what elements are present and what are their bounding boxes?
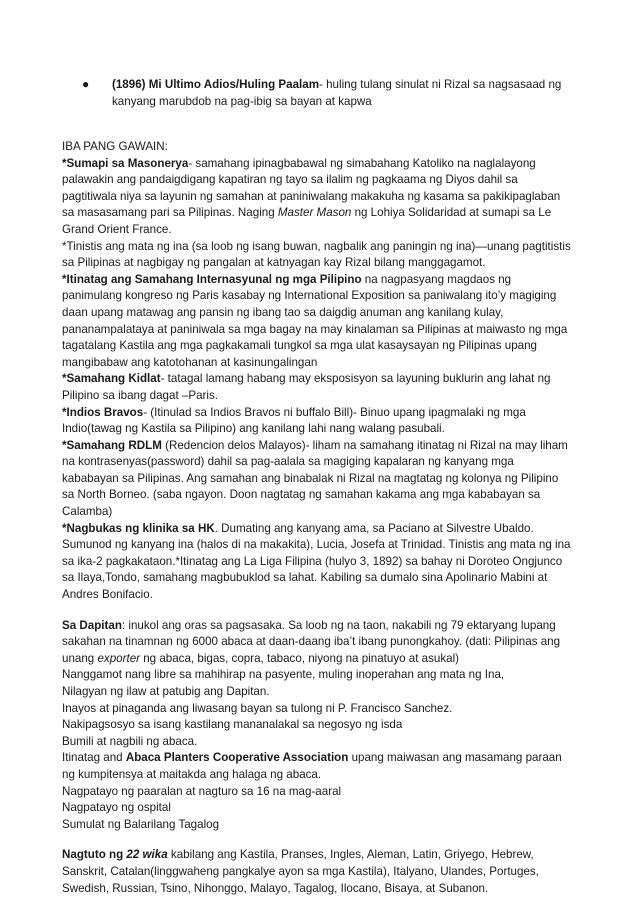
item-tinistis: *Tinistis ang mata ng ina (sa loob ng isang buwan, nagbalik ang paningin ng ina)—unang pagtitistis sa Pilipinas at nagbigay ng pangalan at katnyagan kay Rizal bilang manggagamot.	[62, 239, 571, 270]
bullet-body: - huling tulang sinulat ni Rizal sa nagsasaad ng kanyang marubdob na pag-ibig sa bayan at kapwa	[112, 78, 562, 108]
dapitan-line: Nanggamot nang libre sa mahihirap na pasyente, muling inoperahan ang mata ng Ina,	[62, 668, 505, 682]
item-samahang-rdlm: *Samahang RDLM (Redencion delos Malayos)- liham na samahang itinatag ni Rizal na may liham na kontrasenyas(password) dahil sa pag-aalala sa magiging kapalaran ng kanyang mga kababayan sa Pilipinas. Ang samahan ang binabalak ni Rizal na magtatag ng kolonya ng Pilipino sa North Borneo. (saba ngayon. Doon nagtatag ng samahan kakama ang mga kababayan sa Calamba)	[62, 438, 568, 519]
dapitan-line: Nilagyan ng ilaw at patubig ang Dapitan.	[62, 685, 270, 698]
spacer	[62, 833, 572, 847]
dapitan-line: Bumili at nagbili ng abaca.	[62, 734, 198, 748]
languages-paragraph: Nagtuto ng 22 wika kabilang ang Kastila, Pranses, Ingles, Aleman, Latin, Griyego, Hebrew, Sanskrit, Catalan(linggwaheng pangkalye ayon sa mga Kastila), Italyano, Ulandes, Portuges, Swedish, Russian, Tsino, Nihonggo, Malayo, Tagalog, Ilocano, Bisaya, at Subanon.	[62, 848, 539, 895]
dapitan-line: Sumulat ng Balarilang Tagalog	[62, 817, 220, 831]
section-heading: IBA PANG GAWAIN:	[62, 140, 168, 153]
item-samahang-kidlat: *Samahang Kidlat- tatagal lamang habang may eksposisyon sa layuning buklurin ang lahat ng Pilipino sa ibang dagat –Paris.	[62, 372, 551, 402]
item-klinika-hk: *Nagbukas ng klinika sa HK. Dumating ang kanyang ama, sa Paciano at Silvestre Ubaldo. Sumunod ng kanyang ina (halos di na makakita), Lucia, Josefa at Trinidad. Tinistis ang mata ng ina sa ika-2 pagkakataon.*Itinatag ang La Liga Filipina (hulyo 3, 1892) sa bahay ni Doroteo Ongjunco sa Ilaya,Tondo, samahang magbubuklod sa lahat. Kabiling sa dumalo sina Apolinario Mabini at Andres Bonifacio.	[62, 521, 571, 602]
bullet-dot-icon: ●	[82, 77, 90, 91]
spacer	[62, 604, 572, 618]
item-samahang-internasyunal: *Itinatag ang Samahang Internasyunal ng mga Pilipino na nagpasyang magdaos ng panimulang kongreso ng Paris kasabay ng International Exposition sa paniwalang ito’y magiging daan upang matawag ang pansin ng ibang tao sa daigdig anuman ang kanilang kulay, pananampalataya at paniniwala sa mga bagay na may kinalaman sa Pilipinas at maiwasto ng mga tagatalang Kastila ang mga pagkakamali tungkol sa mga ulat kasaysayan ng Pilipinas upang mangibabaw ang katotohanan at kasinungalingan	[62, 272, 568, 369]
bullet-title: (1896) Mi Ultimo Adios/Huling Paalam	[112, 78, 320, 91]
item-masonerya: *Sumapi sa Masonerya- samahang ipinagbabawal ng simabahang Katoliko na naglalayong palawakin ang pandaigdigang kapatiran ng tayo sa ilalim ng pagkaama ng Diyos dahil sa pagtitiwala niya sa layunin ng samahan at paniniwalang makakuha ng kasama sa pakikipaglaban sa masasamang pari sa Pilipinas. Naging Master Mason ng Lohiya Solidaridad at sumapi sa Le Grand Orient France.	[62, 156, 561, 236]
dapitan-line: Nagpatayo ng ospital	[62, 801, 171, 815]
dapitan-line: Inayos at pinaganda ang liwasang bayan sa tulong ni P. Francisco Sanchez.	[62, 701, 453, 715]
item-indios-bravos: *Indios Bravos- (Itinulad sa Indios Bravos ni buffalo Bill)- Binuo upang ipagmalaki ng mga Indio(tawag ng Kastila sa Pilipino) ang kanilang lahi nang walang pasubali.	[62, 405, 526, 436]
dapitan-abaca: Itinatag and Abaca Planters Cooperative Association upang maiwasan ang masamang paraan ng kumpitensya at maitakda ang halaga ng abaca.	[62, 751, 562, 781]
bullet-text	[112, 76, 572, 110]
main-content	[62, 139, 572, 897]
dapitan-line: Nagpatayo ng paaralan at nagturo sa 16 na mag-aaral	[62, 784, 342, 798]
dapitan-line: Nakipagsosyo sa isang kastilang mananalakal sa negosyo ng isda	[62, 718, 403, 732]
bullet-item	[82, 76, 572, 110]
dapitan-intro: Sa Dapitan: inukol ang oras sa pagsasaka. Sa loob ng na taon, nakabili ng 79 ektaryang lupang sakahan na tinamnan ng 6000 abaca at daan-daang iba’t ibang punongkahoy. (dati: Pilipinas ang unang exporter ng abaca, bigas, copra, tabaco, niyong na pinatuyo at asukal)	[62, 618, 561, 665]
